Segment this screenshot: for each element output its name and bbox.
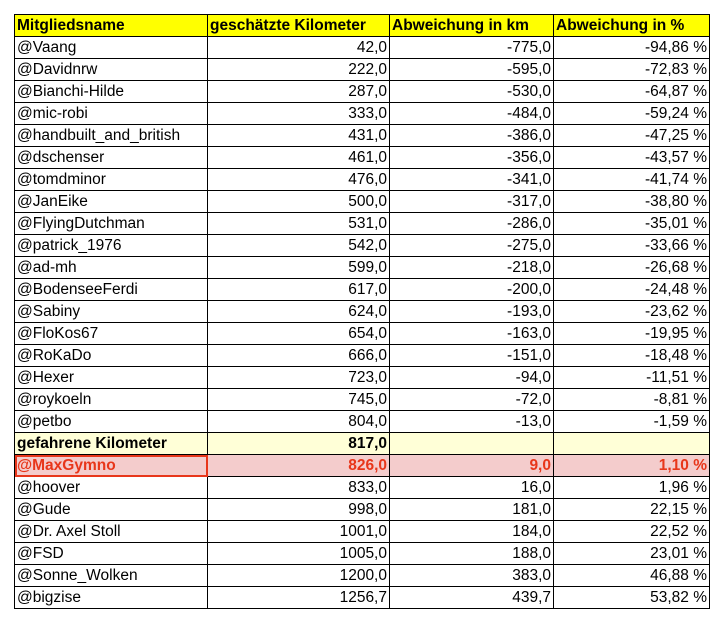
- header-cell-km[interactable]: geschätzte Kilometer: [208, 15, 390, 37]
- cell-diff-km[interactable]: -163,0: [390, 323, 554, 345]
- cell-diff-pct[interactable]: -41,74 %: [554, 169, 710, 191]
- table-row: [15, 499, 710, 521]
- cell-name[interactable]: @handbuilt_and_british: [15, 125, 208, 147]
- cell-diff-pct[interactable]: -47,25 %: [554, 125, 710, 147]
- cell-km[interactable]: 1200,0: [208, 565, 390, 587]
- table-row: [15, 257, 710, 279]
- cell-name[interactable]: @Gude: [15, 499, 208, 521]
- cell-name[interactable]: @tomdminor: [15, 169, 208, 191]
- cell-diff-pct[interactable]: -1,59 %: [554, 411, 710, 433]
- cell-diff-km[interactable]: 188,0: [390, 543, 554, 565]
- cell-diff-pct[interactable]: 1,10 %: [554, 455, 710, 477]
- cell-km[interactable]: 1001,0: [208, 521, 390, 543]
- table-row: [15, 345, 710, 367]
- cell-diff-pct[interactable]: -35,01 %: [554, 213, 710, 235]
- cell-diff-pct[interactable]: -64,87 %: [554, 81, 710, 103]
- cell-name[interactable]: gefahrene Kilometer: [15, 433, 208, 455]
- cell-diff-km[interactable]: -200,0: [390, 279, 554, 301]
- cell-km[interactable]: 833,0: [208, 477, 390, 499]
- table-row: [15, 565, 710, 587]
- cell-name[interactable]: @Davidnrw: [15, 59, 208, 81]
- cell-name[interactable]: @hoover: [15, 477, 208, 499]
- cell-diff-pct[interactable]: 22,15 %: [554, 499, 710, 521]
- table-row: [15, 59, 710, 81]
- cell-diff-km[interactable]: -386,0: [390, 125, 554, 147]
- cell-diff-pct[interactable]: -43,57 %: [554, 147, 710, 169]
- cell-diff-pct[interactable]: -59,24 %: [554, 103, 710, 125]
- total-row: [15, 433, 710, 455]
- cell-diff-km[interactable]: -356,0: [390, 147, 554, 169]
- cell-diff-pct[interactable]: -33,66 %: [554, 235, 710, 257]
- cell-km[interactable]: 624,0: [208, 301, 390, 323]
- cell-diff-pct[interactable]: -24,48 %: [554, 279, 710, 301]
- cell-diff-pct[interactable]: 46,88 %: [554, 565, 710, 587]
- cell-diff-pct[interactable]: -18,48 %: [554, 345, 710, 367]
- cell-km[interactable]: 333,0: [208, 103, 390, 125]
- cell-diff-pct[interactable]: 23,01 %: [554, 543, 710, 565]
- cell-diff-km[interactable]: -94,0: [390, 367, 554, 389]
- cell-diff-km[interactable]: 16,0: [390, 477, 554, 499]
- cell-km[interactable]: 531,0: [208, 213, 390, 235]
- table-row: [15, 103, 710, 125]
- table-row: [15, 235, 710, 257]
- cell-diff-km[interactable]: -484,0: [390, 103, 554, 125]
- cell-diff-km[interactable]: 9,0: [390, 455, 554, 477]
- header-cell-name[interactable]: Mitgliedsname: [15, 15, 208, 37]
- cell-name[interactable]: @Hexer: [15, 367, 208, 389]
- cell-km[interactable]: 461,0: [208, 147, 390, 169]
- cell-name[interactable]: @FloKos67: [15, 323, 208, 345]
- cell-km[interactable]: 222,0: [208, 59, 390, 81]
- table-row: [15, 521, 710, 543]
- cell-km[interactable]: 476,0: [208, 169, 390, 191]
- cell-diff-pct[interactable]: -94,86 %: [554, 37, 710, 59]
- table-row: [15, 169, 710, 191]
- cell-diff-km[interactable]: -595,0: [390, 59, 554, 81]
- table-row: [15, 323, 710, 345]
- cell-name[interactable]: @Sonne_Wolken: [15, 565, 208, 587]
- cell-diff-km[interactable]: -13,0: [390, 411, 554, 433]
- cell-name[interactable]: @FSD: [15, 543, 208, 565]
- cell-km[interactable]: 745,0: [208, 389, 390, 411]
- cell-km[interactable]: 42,0: [208, 37, 390, 59]
- cell-name[interactable]: @FlyingDutchman: [15, 213, 208, 235]
- cell-km[interactable]: 817,0: [208, 433, 390, 455]
- cell-km[interactable]: 542,0: [208, 235, 390, 257]
- cell-name[interactable]: @Vaang: [15, 37, 208, 59]
- cell-km[interactable]: 654,0: [208, 323, 390, 345]
- table-row: [15, 125, 710, 147]
- cell-name[interactable]: @BodenseeFerdi: [15, 279, 208, 301]
- cell-km[interactable]: 804,0: [208, 411, 390, 433]
- cell-diff-km[interactable]: -193,0: [390, 301, 554, 323]
- cell-km[interactable]: 431,0: [208, 125, 390, 147]
- cell-km[interactable]: 599,0: [208, 257, 390, 279]
- cell-km[interactable]: 826,0: [208, 455, 390, 477]
- cell-diff-km[interactable]: -218,0: [390, 257, 554, 279]
- cell-km[interactable]: 287,0: [208, 81, 390, 103]
- cell-diff-pct[interactable]: -19,95 %: [554, 323, 710, 345]
- cell-name[interactable]: @bigzise: [15, 587, 208, 609]
- cell-km[interactable]: 723,0: [208, 367, 390, 389]
- table-row: [15, 279, 710, 301]
- cell-name[interactable]: @dschenser: [15, 147, 208, 169]
- cell-name[interactable]: @mic-robi: [15, 103, 208, 125]
- cell-name[interactable]: @MaxGymno: [15, 455, 208, 477]
- cell-name[interactable]: @Sabiny: [15, 301, 208, 323]
- table-row: [15, 147, 710, 169]
- table-row: [15, 389, 710, 411]
- cell-diff-pct[interactable]: -11,51 %: [554, 367, 710, 389]
- cell-km[interactable]: 617,0: [208, 279, 390, 301]
- cell-diff-pct[interactable]: -72,83 %: [554, 59, 710, 81]
- cell-name[interactable]: @JanEike: [15, 191, 208, 213]
- cell-diff-pct[interactable]: 53,82 %: [554, 587, 710, 609]
- cell-name[interactable]: @roykoeln: [15, 389, 208, 411]
- table-row: [15, 477, 710, 499]
- cell-km[interactable]: 666,0: [208, 345, 390, 367]
- header-cell-diff-pct[interactable]: Abweichung in %: [554, 15, 710, 37]
- cell-diff-km[interactable]: 181,0: [390, 499, 554, 521]
- table-row: [15, 81, 710, 103]
- table-row: [15, 543, 710, 565]
- cell-km[interactable]: 1256,7: [208, 587, 390, 609]
- highlight-row: [15, 455, 710, 477]
- spreadsheet-table: [14, 14, 710, 609]
- table-row: [15, 301, 710, 323]
- cell-diff-pct[interactable]: -23,62 %: [554, 301, 710, 323]
- cell-name[interactable]: @ad-mh: [15, 257, 208, 279]
- cell-diff-km[interactable]: -286,0: [390, 213, 554, 235]
- table-row: [15, 587, 710, 609]
- table-body: [15, 37, 710, 609]
- cell-diff-pct[interactable]: 1,96 %: [554, 477, 710, 499]
- cell-diff-km[interactable]: -341,0: [390, 169, 554, 191]
- cell-diff-pct[interactable]: -8,81 %: [554, 389, 710, 411]
- cell-km[interactable]: 500,0: [208, 191, 390, 213]
- cell-km[interactable]: 998,0: [208, 499, 390, 521]
- header-cell-diff-km[interactable]: Abweichung in km: [390, 15, 554, 37]
- cell-diff-km[interactable]: -530,0: [390, 81, 554, 103]
- cell-diff-km[interactable]: -775,0: [390, 37, 554, 59]
- cell-name[interactable]: @RoKaDo: [15, 345, 208, 367]
- cell-diff-km[interactable]: -151,0: [390, 345, 554, 367]
- cell-diff-km[interactable]: -72,0: [390, 389, 554, 411]
- cell-diff-km[interactable]: -275,0: [390, 235, 554, 257]
- cell-diff-km[interactable]: [390, 433, 554, 455]
- cell-name[interactable]: @patrick_1976: [15, 235, 208, 257]
- table-row: [15, 191, 710, 213]
- table-row: [15, 367, 710, 389]
- cell-diff-pct[interactable]: [554, 433, 710, 455]
- header-row: [15, 15, 710, 37]
- cell-name[interactable]: @petbo: [15, 411, 208, 433]
- table-row: [15, 411, 710, 433]
- cell-name[interactable]: @Dr. Axel Stoll: [15, 521, 208, 543]
- cell-diff-km[interactable]: 383,0: [390, 565, 554, 587]
- table-row: [15, 37, 710, 59]
- cell-diff-pct[interactable]: -26,68 %: [554, 257, 710, 279]
- cell-diff-km[interactable]: 439,7: [390, 587, 554, 609]
- table-row: [15, 213, 710, 235]
- cell-diff-pct[interactable]: -38,80 %: [554, 191, 710, 213]
- cell-diff-km[interactable]: -317,0: [390, 191, 554, 213]
- cell-name[interactable]: @Bianchi-Hilde: [15, 81, 208, 103]
- cell-km[interactable]: 1005,0: [208, 543, 390, 565]
- cell-diff-km[interactable]: 184,0: [390, 521, 554, 543]
- cell-diff-pct[interactable]: 22,52 %: [554, 521, 710, 543]
